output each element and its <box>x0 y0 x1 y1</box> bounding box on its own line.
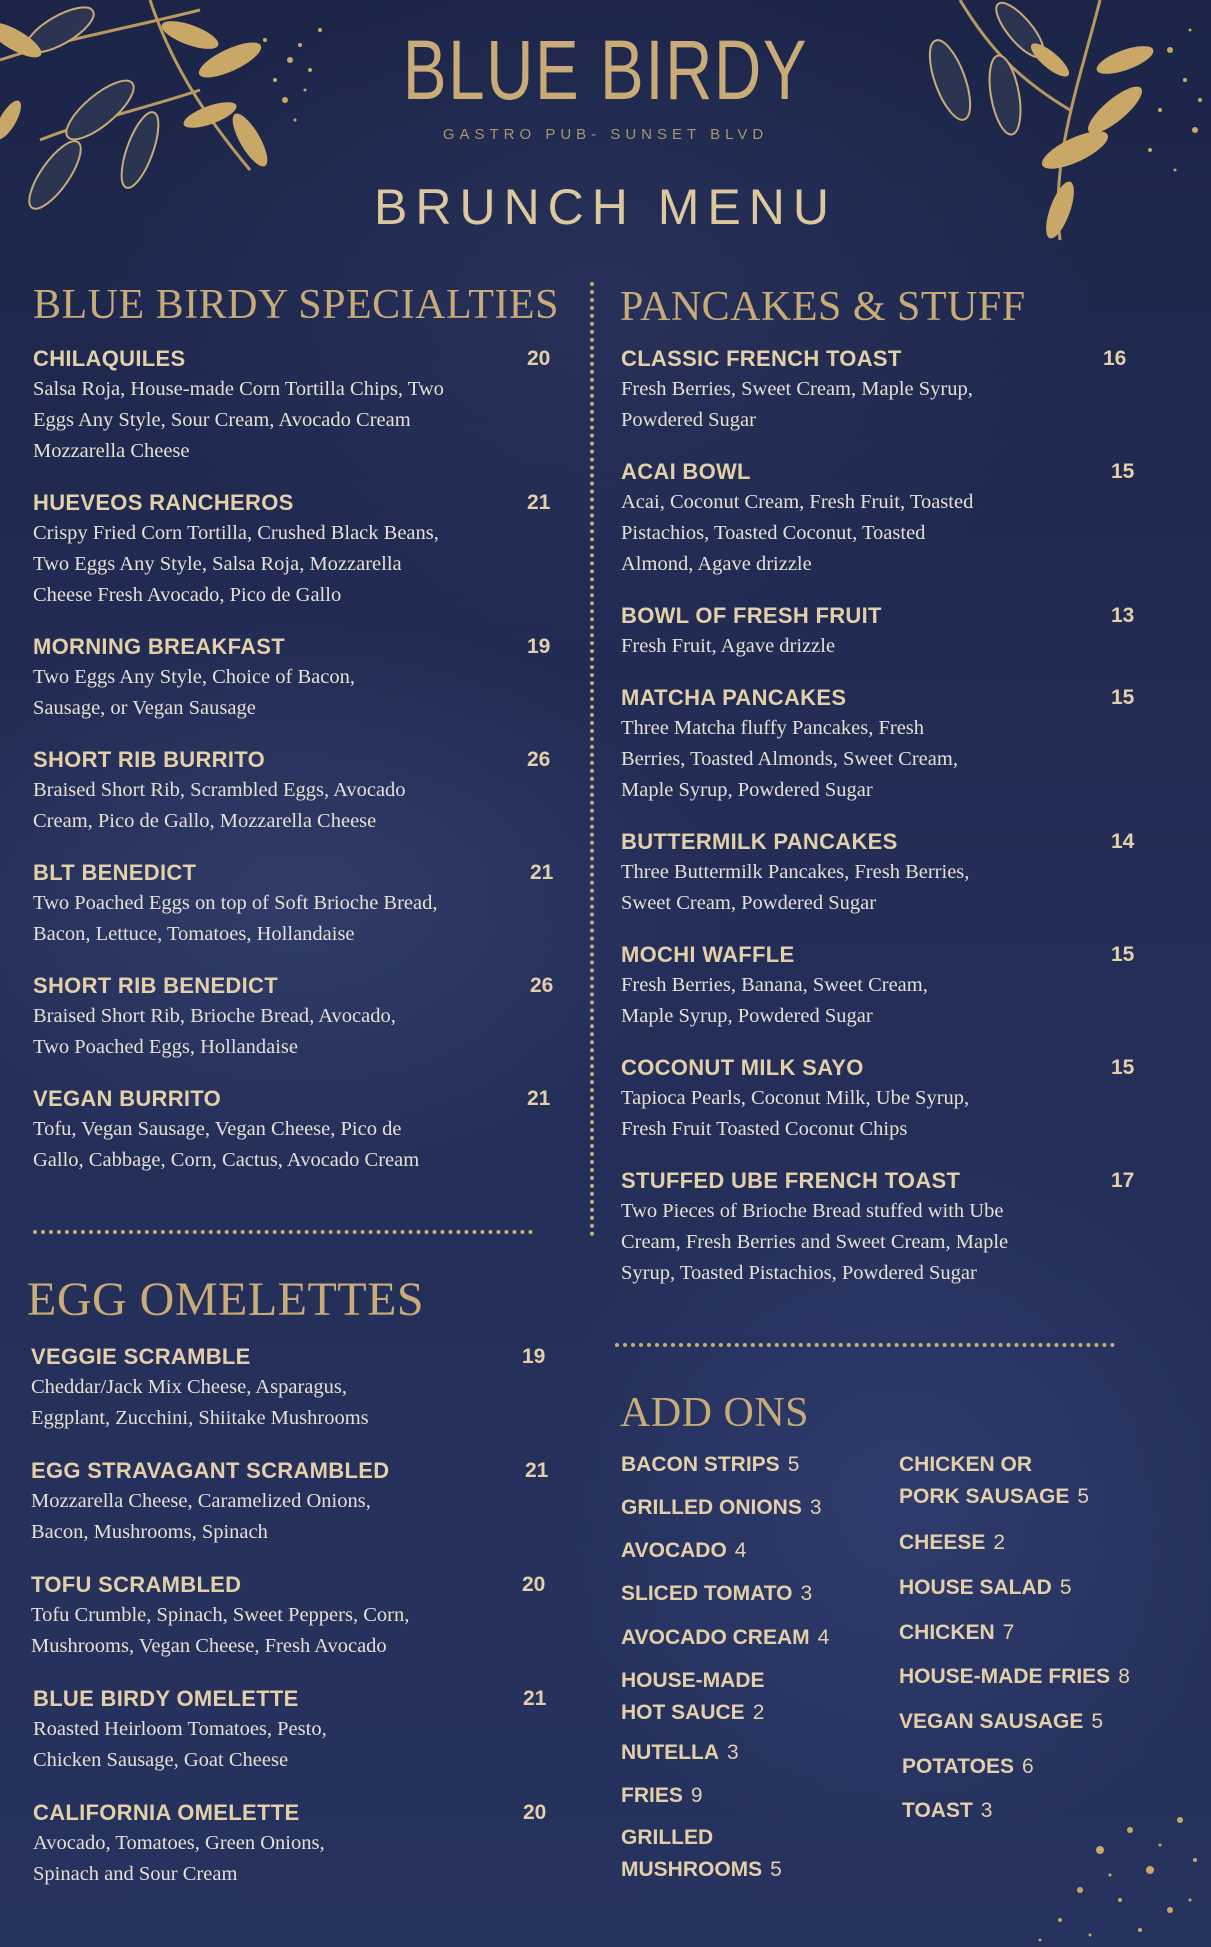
item-price: 20 <box>523 1801 547 1824</box>
item-name: BLUE BIRDY OMELETTE <box>33 1686 299 1711</box>
item-price: 26 <box>530 974 554 997</box>
addon-item <box>621 1492 822 1524</box>
menu-item <box>31 1456 561 1548</box>
item-name: SHORT RIB BURRITO <box>33 747 266 772</box>
addon-item <box>621 1535 746 1567</box>
addon-item <box>621 1578 812 1610</box>
item-desc-line: Avocado, Tomatoes, Green Onions, <box>33 1832 325 1854</box>
item-desc-line: Cheese Fresh Avocado, Pico de Gallo <box>33 584 342 606</box>
item-name: CALIFORNIA OMELETTE <box>33 1800 300 1825</box>
item-desc-line: Tapioca Pearls, Coconut Milk, Ube Syrup, <box>621 1087 970 1109</box>
addon-item <box>621 1665 765 1729</box>
menu-item <box>621 457 1151 580</box>
menu-item <box>33 858 563 950</box>
menu-item <box>33 488 563 611</box>
item-name: MOCHI WAFFLE <box>621 942 795 967</box>
item-name: HUEVEOS RANCHEROS <box>33 490 294 515</box>
addon-name: HOUSE SALAD <box>899 1576 1052 1599</box>
menu-item <box>33 344 563 467</box>
item-desc-line: Salsa Roja, House-made Corn Tortilla Chips, Two <box>33 378 444 400</box>
tagline: GASTRO PUB- SUNSET BLVD <box>442 126 769 143</box>
addon-price: 2 <box>752 1701 765 1724</box>
item-desc-line: Almond, Agave drizzle <box>621 553 812 575</box>
menu-item <box>621 344 1151 436</box>
addon-item <box>899 1449 1089 1513</box>
addon-price: 5 <box>770 1858 782 1881</box>
addon-item <box>899 1617 1014 1649</box>
item-price: 20 <box>527 347 551 370</box>
item-desc-line: Fresh Fruit, Agave drizzle <box>621 635 836 657</box>
item-name: VEGGIE SCRAMBLE <box>31 1344 251 1369</box>
menu-item <box>621 1053 1151 1145</box>
section-divider-left <box>33 1230 533 1234</box>
item-desc-line: Eggplant, Zucchini, Shiitake Mushrooms <box>31 1407 369 1429</box>
item-desc-line: Fresh Berries, Sweet Cream, Maple Syrup, <box>621 378 973 400</box>
menu-item <box>621 827 1151 919</box>
item-price: 13 <box>1111 604 1135 627</box>
item-desc-line: Maple Syrup, Powdered Sugar <box>621 779 873 801</box>
addon-price: 3 <box>800 1582 813 1605</box>
item-name: VEGAN BURRITO <box>33 1086 222 1111</box>
item-price: 15 <box>1111 943 1135 966</box>
item-price: 21 <box>527 1087 551 1110</box>
addon-item <box>899 1527 1005 1559</box>
heading-omelettes: EGG OMELETTES <box>27 1273 425 1326</box>
addon-name: NUTELLA <box>621 1741 719 1764</box>
item-price: 15 <box>1111 460 1135 483</box>
addon-item <box>899 1706 1103 1738</box>
addon-price: 5 <box>1091 1710 1104 1733</box>
item-name: COCONUT MILK SAYO <box>621 1055 864 1080</box>
item-name: SHORT RIB BENEDICT <box>33 973 278 998</box>
item-desc-line: Maple Syrup, Powdered Sugar <box>621 1005 873 1027</box>
logo: BLUE BIRDY <box>402 23 809 117</box>
menu-item <box>31 1570 561 1662</box>
addon-name: BACON STRIPS <box>621 1453 780 1476</box>
item-desc-line: Cheddar/Jack Mix Cheese, Asparagus, <box>31 1376 347 1398</box>
addon-price: 5 <box>787 1453 800 1476</box>
item-price: 26 <box>527 748 551 771</box>
item-desc-line: Berries, Toasted Almonds, Sweet Cream, <box>621 748 958 770</box>
menu-item <box>33 745 563 837</box>
item-desc-line: Spinach and Sour Cream <box>33 1863 238 1885</box>
addon-price: 7 <box>1002 1621 1015 1644</box>
item-price: 17 <box>1111 1169 1135 1192</box>
addon-name: CHICKEN <box>899 1621 995 1644</box>
addon-name: HOT SAUCE <box>621 1701 745 1724</box>
item-price: 21 <box>527 491 551 514</box>
menu-item <box>621 683 1151 806</box>
menu-item <box>33 632 563 724</box>
section-divider-right <box>615 1343 1115 1347</box>
item-price: 19 <box>522 1345 546 1368</box>
addon-item <box>621 1780 703 1812</box>
item-name: MATCHA PANCAKES <box>621 685 847 710</box>
item-desc-line: Powdered Sugar <box>621 409 756 431</box>
menu-item <box>33 1084 563 1176</box>
item-desc-line: Two Poached Eggs, Hollandaise <box>33 1036 299 1058</box>
item-desc-line: Two Pieces of Brioche Bread stuffed with Ube <box>621 1200 1004 1222</box>
item-price: 15 <box>1111 1056 1135 1079</box>
item-desc-line: Two Poached Eggs on top of Soft Brioche Bread, <box>33 892 438 914</box>
item-name: TOFU SCRAMBLED <box>31 1572 242 1597</box>
item-name: ACAI BOWL <box>621 459 751 484</box>
menu-item <box>621 940 1151 1032</box>
item-desc-line: Two Eggs Any Style, Choice of Bacon, <box>33 666 355 688</box>
addon-price: 3 <box>727 1741 739 1764</box>
menu-item <box>33 971 563 1063</box>
item-name: BUTTERMILK PANCAKES <box>621 829 898 854</box>
item-desc-line: Syrup, Toasted Pistachios, Powdered Sugar <box>621 1262 977 1284</box>
item-name: STUFFED UBE FRENCH TOAST <box>621 1168 961 1193</box>
addon-name: HOUSE-MADE <box>621 1669 765 1692</box>
addon-item <box>902 1795 992 1827</box>
item-desc-line: Crispy Fried Corn Tortilla, Crushed Black Beans, <box>33 522 439 544</box>
item-desc-line: Fresh Berries, Banana, Sweet Cream, <box>621 974 928 996</box>
addon-price: 8 <box>1118 1665 1130 1688</box>
item-desc-line: Chicken Sausage, Goat Cheese <box>33 1749 289 1771</box>
addon-name: GRILLED ONIONS <box>621 1496 802 1519</box>
addon-name: GRILLED <box>621 1826 714 1849</box>
addon-item <box>621 1737 739 1769</box>
item-desc-line: Braised Short Rib, Brioche Bread, Avocado, <box>33 1005 396 1027</box>
item-price: 21 <box>530 861 554 884</box>
addon-name: CHICKEN OR <box>899 1453 1033 1476</box>
addon-name: FRIES <box>621 1784 683 1807</box>
item-name: MORNING BREAKFAST <box>33 634 285 659</box>
item-desc-line: Mozzarella Cheese, Caramelized Onions, <box>31 1490 371 1512</box>
item-desc-line: Cream, Fresh Berries and Sweet Cream, Maple <box>621 1231 1009 1253</box>
addon-item <box>621 1449 799 1481</box>
item-desc-line: Bacon, Mushrooms, Spinach <box>31 1521 268 1543</box>
item-name: CLASSIC FRENCH TOAST <box>621 346 902 371</box>
item-desc-line: Sausage, or Vegan Sausage <box>33 697 256 719</box>
item-desc-line: Mushrooms, Vegan Cheese, Fresh Avocado <box>31 1635 387 1657</box>
item-name: BOWL OF FRESH FRUIT <box>621 603 882 628</box>
addon-price: 5 <box>1059 1576 1072 1599</box>
item-desc-line: Two Eggs Any Style, Salsa Roja, Mozzarella <box>33 553 402 575</box>
item-desc-line: Sweet Cream, Powdered Sugar <box>621 892 877 914</box>
item-price: 21 <box>523 1687 547 1710</box>
gold-sparkles-bottom-right <box>1000 1790 1211 1947</box>
item-price: 21 <box>525 1459 549 1482</box>
addon-name: TOAST <box>902 1799 973 1822</box>
addon-item <box>899 1661 1130 1693</box>
addon-price: 3 <box>809 1496 822 1519</box>
addon-item <box>621 1622 829 1654</box>
heading-specialties: BLUE BIRDY SPECIALTIES <box>33 282 559 328</box>
addon-name: PORK SAUSAGE <box>899 1485 1070 1508</box>
item-price: 20 <box>522 1573 546 1596</box>
addon-item <box>899 1572 1072 1604</box>
addon-price: 6 <box>1022 1755 1034 1778</box>
item-price: 16 <box>1103 347 1127 370</box>
page-title: BRUNCH MENU <box>374 179 837 235</box>
addon-item <box>621 1822 782 1886</box>
item-desc-line: Cream, Pico de Gallo, Mozzarella Cheese <box>33 810 377 832</box>
menu-item <box>33 1684 563 1776</box>
item-desc-line: Fresh Fruit Toasted Coconut Chips <box>621 1118 908 1140</box>
item-desc-line: Braised Short Rib, Scrambled Eggs, Avocado <box>33 779 406 801</box>
item-desc-line: Bacon, Lettuce, Tomatoes, Hollandaise <box>33 923 355 945</box>
item-name: CHILAQUILES <box>33 346 186 371</box>
addon-name: HOUSE-MADE FRIES <box>899 1665 1111 1688</box>
item-price: 14 <box>1111 830 1135 853</box>
heading-pancakes: PANCAKES & STUFF <box>620 284 1026 330</box>
item-desc-line: Three Matcha fluffy Pancakes, Fresh <box>621 717 925 739</box>
addon-price: 3 <box>980 1799 993 1822</box>
item-desc-line: Roasted Heirloom Tomatoes, Pesto, <box>33 1718 327 1740</box>
item-desc-line: Mozzarella Cheese <box>33 440 190 462</box>
addon-name: AVOCADO CREAM <box>621 1626 810 1649</box>
item-desc-line: Tofu, Vegan Sausage, Vegan Cheese, Pico de <box>33 1118 402 1140</box>
addon-price: 2 <box>993 1531 1006 1554</box>
menu-item <box>621 601 1151 662</box>
item-desc-line: Acai, Coconut Cream, Fresh Fruit, Toasted <box>621 491 974 513</box>
addon-price: 5 <box>1077 1485 1090 1508</box>
addon-name: CHEESE <box>899 1531 986 1554</box>
item-desc-line: Gallo, Cabbage, Corn, Cactus, Avocado Cream <box>33 1149 420 1171</box>
item-desc-line: Three Buttermilk Pancakes, Fresh Berries, <box>621 861 970 883</box>
addon-name: AVOCADO <box>621 1539 727 1562</box>
column-divider <box>590 282 594 1237</box>
item-name: EGG STRAVAGANT SCRAMBLED <box>31 1458 390 1483</box>
addon-item <box>902 1751 1034 1783</box>
item-price: 19 <box>527 635 551 658</box>
item-desc-line: Pistachios, Toasted Coconut, Toasted <box>621 522 926 544</box>
heading-addons: ADD ONS <box>620 1390 810 1436</box>
item-price: 15 <box>1111 686 1135 709</box>
addon-price: 9 <box>690 1784 703 1807</box>
menu-item <box>621 1166 1151 1289</box>
addon-price: 4 <box>817 1626 830 1649</box>
addon-name: MUSHROOMS <box>621 1858 763 1881</box>
addon-price: 4 <box>734 1539 747 1562</box>
menu-item <box>31 1342 561 1434</box>
item-desc-line: Eggs Any Style, Sour Cream, Avocado Cream <box>33 409 411 431</box>
addon-name: VEGAN SAUSAGE <box>899 1710 1084 1733</box>
addon-name: POTATOES <box>902 1755 1015 1778</box>
item-name: BLT BENEDICT <box>33 860 197 885</box>
addon-name: SLICED TOMATO <box>621 1582 793 1605</box>
item-desc-line: Tofu Crumble, Spinach, Sweet Peppers, Corn, <box>31 1604 410 1626</box>
menu-item <box>33 1798 563 1890</box>
